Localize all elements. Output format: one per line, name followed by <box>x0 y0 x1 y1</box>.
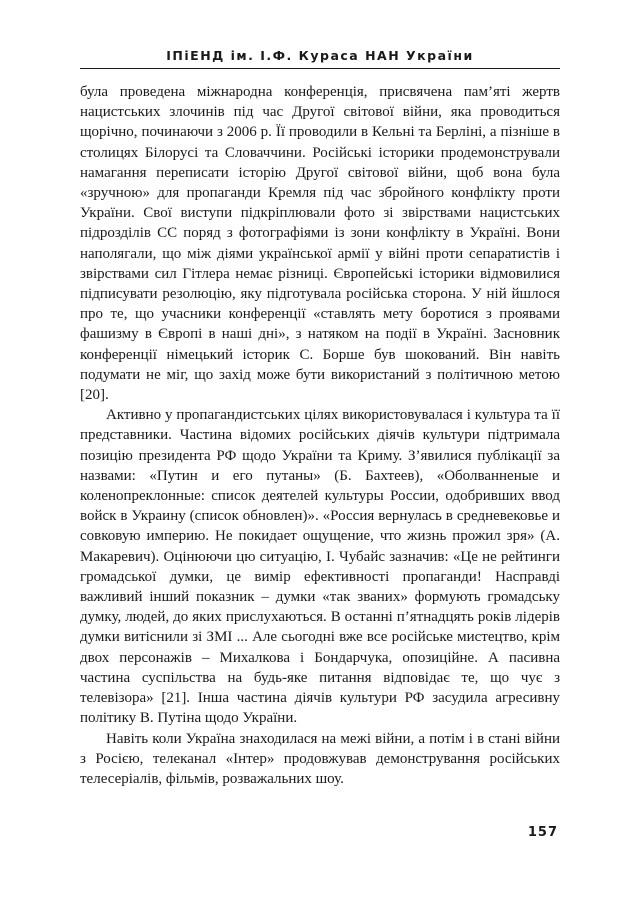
running-header: ІПіЕНД ім. І.Ф. Кураса НАН України <box>166 48 474 63</box>
page-number: 157 <box>527 825 558 840</box>
body-text <box>80 82 560 789</box>
header-rule <box>80 68 560 69</box>
paragraph: Активно у пропагандистських цілях використовувалася і культура та її представники. Частина відомих російських діячів культури підтримала позицію президента РФ щодо України та Криму. З’явилися публікації за назвами: «Путин и его путаны» (Б. Бахтеев), «Оболванненые и коленопреклонные: список деятелей культуры России, одобривших ввод войск в Украину (список обновлен)». «Россия вернулась в средневековье и совковую империю. Не покидает ощущение, что жизнь прожил зря» (А. Макаревич). Оцінюючи цю ситуацію, І. Чубайс зазначив: «Це не рейтинги громадської думки, це вимір ефективності пропаганди! Насправді важливий інший показник – думки «так званих» формують громадську думку, людей, до яких прислухаються. В останні п’ятнадцять років лідерів думки витіснили зі ЗМІ ... Але сьогодні вже все російське мистецтво, крім двох персонажів – Михалкова і Бондарчука, опозиційне. А пасивна частина суспільства на будь-яке питання відповідає те, що чує з телевізора» [21]. Інша частина діячів культури РФ засудила агресивну політику В. Путіна щодо України. <box>80 407 560 727</box>
paragraph: була проведена міжнародна конференція, присвячена пам’яті жертв нацистських злочинів під час Другої світової війни, яка проводиться щорічно, починаючи з 2006 р. Її проводили в Кельні та Берліні, а пізніше в столицях Білорусі та Словаччини. Російські історики продемонстрували намагання переписати історію Другої світової війни, щоб вона була «зручною» для пропаганди Кремля під час збройного конфлікту проти України. Свої виступи підкріплювали фото зі звірствами нацистських підрозділів СС поряд з фотографіями із зони конфлікту в Україні. Вони наполягали, що між діями української армії у війні проти сепаратистів і звірствами сил Гітлера немає різниці. Європейські історики відмовилися підписувати резолюцію, яку підготувала російська сторона. У ній йшлося про те, що учасники конференції «ставлять мету боротися з проявами фашизму в Європі в наші дні», з натяком на події в Україні. Засновник конференції німецький історик С. Борше був шокований. Він навіть подумати не міг, що захід може бути використаний з політичною метою [20]. <box>80 84 560 404</box>
paragraph: Навіть коли Україна знаходилася на межі війни, а потім і в стані війни з Росією, телеканал «Інтер» продовжував демонстрування російських телесеріалів, фільмів, розважальних шоу. <box>80 730 560 787</box>
